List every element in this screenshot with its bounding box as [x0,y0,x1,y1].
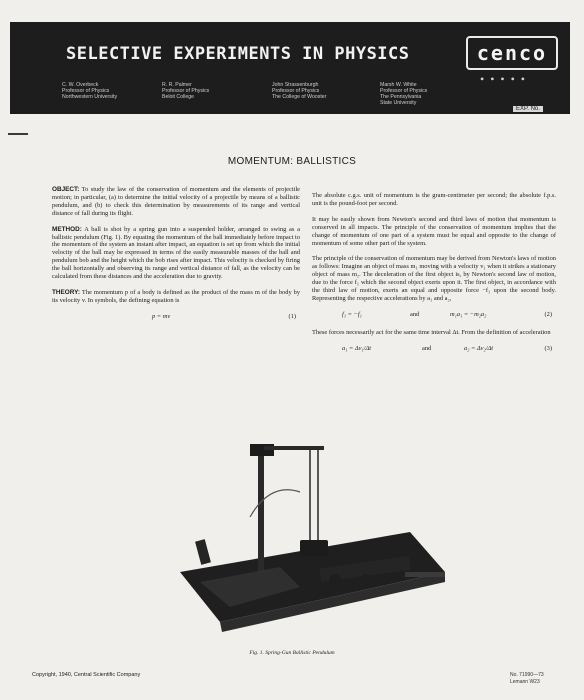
margin-mark [8,133,28,135]
equation-1-expression: p = mv [152,312,171,320]
time-interval-paragraph: These forces necessarily act for the same time interval Δt. From the definition of acceleration [312,328,551,336]
author-credit: Marsh W. White Professor of Physics The Pennsylvania State University [380,82,428,106]
method-text: A ball is shot by a spring gun into a suspended holder, arranged to swing as a ballistic pendulum (Fig. 1). By equating the momentum of the ball immediately before impact to the momentum of the system an instant after impact, an equation is set up from which the initial velocity of the ball may be expressed in terms of the easily measurable masses of the ball and pendulum bob and the height which the bob rises after impact. This velocity is checked by firing the ball horizontally and observing its range and vertical distance of fall, as the velocity can be calculated from these distances and the acceleration due to gravity. [52,225,300,281]
copyright-notice: Copyright, 1940, Central Scientific Company [32,672,141,678]
equation-3-right: a₂ = Δv₂/Δt [464,344,494,352]
author-credit: C. W. Overbeck Professor of Physics Northwestern University [62,82,118,100]
equation-2 [312,311,556,321]
experiment-number-box: EXP. No. [513,106,543,112]
right-column [312,192,556,363]
ballistic-pendulum-illustration [160,422,460,637]
author-credit: R. R. Palmer Professor of Physics Beloit College [162,82,210,100]
theory-label: THEORY: [52,288,81,296]
method-paragraph [52,226,300,281]
theory-paragraph [52,289,300,305]
handwritten-note [510,672,544,686]
theory-text: The momentum p of a body is defined as the product of the mass m of the body by its velocity v. In symbols, the defining equation is [52,288,301,304]
logo-dots: ••••• [480,72,532,86]
equation-2-right: m₁a₁ = −m₂a₂ [450,310,487,318]
equation-3-left: a₁ = Δv₁/Δt [342,344,372,352]
figure-caption: Fig. 1. Spring-Gun Ballistic Pendulum [249,650,335,656]
equation-2-left: f₁ = −f₁ [342,310,362,318]
handwritten-note-line: Lemann W23 [510,679,540,685]
object-text: To study the law of the conservation of momentum and the elements of projectile motion; in particular, (a) to determine the initial velocity of a projectile by means of a ballistic pendulum, and (b) to check this determination by measurements of its range and vertical distance of fall during its flight. [52,186,300,217]
left-column [52,186,300,331]
object-label: OBJECT: [52,186,80,193]
object-paragraph [52,186,300,218]
equation-2-number: (2) [544,310,552,318]
equation-1 [52,313,300,323]
equation-3-number: (3) [544,344,552,352]
method-label: METHOD: [52,225,82,233]
series-title: SELECTIVE EXPERIMENTS IN PHYSICS [66,44,410,64]
units-paragraph: The absolute c.g.s. unit of momentum is the gram-centimeter per second; the absolute f.p.s. unit is the pound-foot per second. [312,192,556,207]
handwritten-note-line: No. 71990—73 [510,672,544,678]
equation-3-and: and [422,344,432,352]
article-heading: MOMENTUM: BALLISTICS [227,156,357,167]
header-banner [10,22,570,114]
author-credit: John Strassenburgh Professor of Physics The College of Wooster [272,82,327,100]
equation-1-number: (1) [288,312,296,320]
equation-2-and: and [410,310,420,318]
equation-3 [312,345,556,355]
conservation-paragraph: It may be easily shown from Newton's second and third laws of motion that momentum is conserved in all impacts. The principle of the conservation of momentum implies that the change of momentum of one part of a system must be equal and opposite to the change of momentum of some other part of the system. [312,215,556,247]
derivation-paragraph: The principle of the conservation of momentum may be derived from Newton's laws of motion as follows: Imagine an object of mass m₁ moving with a velocity v₁ when it strikes a stationary object of mass m₂. The deceleration of the first object is, by Newton's second law of motion, due to the force f₁ which the second object exerts upon it. The first object, in accordance with the third law of motion, exerts an equal and opposite force −f₁ upon the second body. Representing the respective accelerations by a₁ and a₂, [312,255,556,302]
cenco-logo: cenco [466,36,558,70]
